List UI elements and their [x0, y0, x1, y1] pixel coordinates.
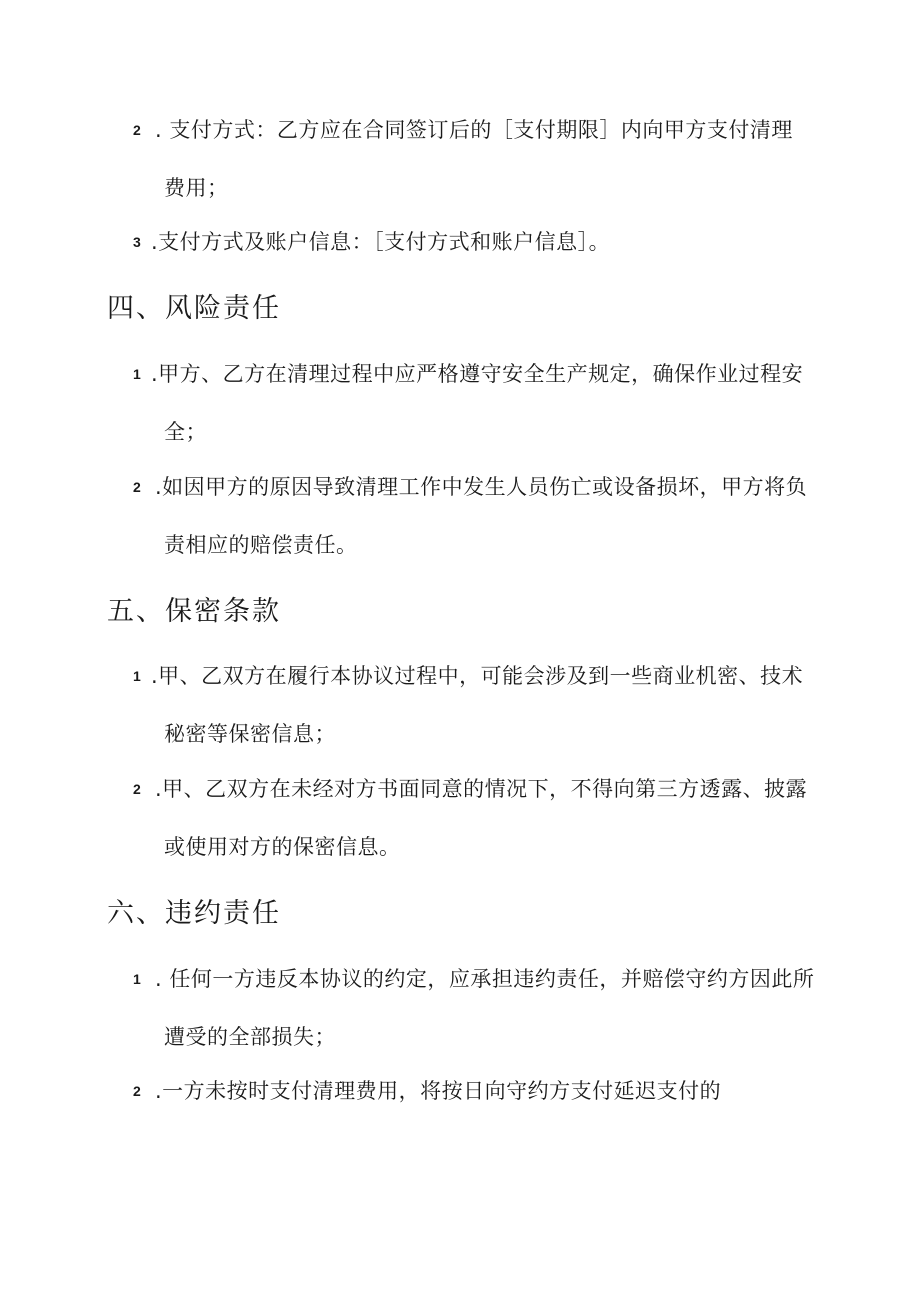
item-text: .甲、乙双方在未经对方书面同意的情况下，不得向第三方透露、披露: [155, 777, 808, 801]
section-heading: 五、保密条款: [107, 596, 281, 627]
item-number: 1: [133, 971, 142, 987]
item-number: 2: [133, 479, 142, 495]
item-text-continued: 或使用对方的保密信息。: [164, 835, 401, 859]
item-text-continued: 秘密等保密信息；: [164, 722, 336, 746]
item-text-continued: 费用；: [164, 176, 229, 200]
item-text: .一方未按时支付清理费用，将按日向守约方支付延迟支付的: [155, 1079, 722, 1103]
item-text-continued: 责相应的赔偿责任。: [164, 533, 358, 557]
item-number: 2: [133, 781, 142, 797]
item-number: 1: [133, 366, 142, 382]
item-number: 1: [133, 668, 142, 684]
section-heading: 六、违约责任: [107, 898, 281, 929]
item-text: . 支付方式：乙方应在合同签订后的［支付期限］内向甲方支付清理: [155, 118, 793, 142]
item-text-continued: 遭受的全部损失；: [164, 1025, 336, 1049]
item-text: .甲、乙双方在履行本协议过程中，可能会涉及到一些商业机密、技术: [151, 664, 804, 688]
item-text: . 任何一方违反本协议的约定，应承担违约责任，并赔偿守约方因此所: [155, 967, 815, 991]
item-number: 2: [133, 122, 142, 138]
item-text: .如因甲方的原因导致清理工作中发生人员伤亡或设备损坏，甲方将负: [155, 475, 808, 499]
item-text: .支付方式及账户信息：［支付方式和账户信息］。: [151, 230, 611, 254]
item-text-continued: 全；: [164, 420, 207, 444]
item-text: .甲方、乙方在清理过程中应严格遵守安全生产规定，确保作业过程安: [151, 362, 804, 386]
section-heading: 四、风险责任: [107, 293, 281, 324]
item-number: 3: [133, 234, 142, 250]
item-number: 2: [133, 1083, 142, 1099]
